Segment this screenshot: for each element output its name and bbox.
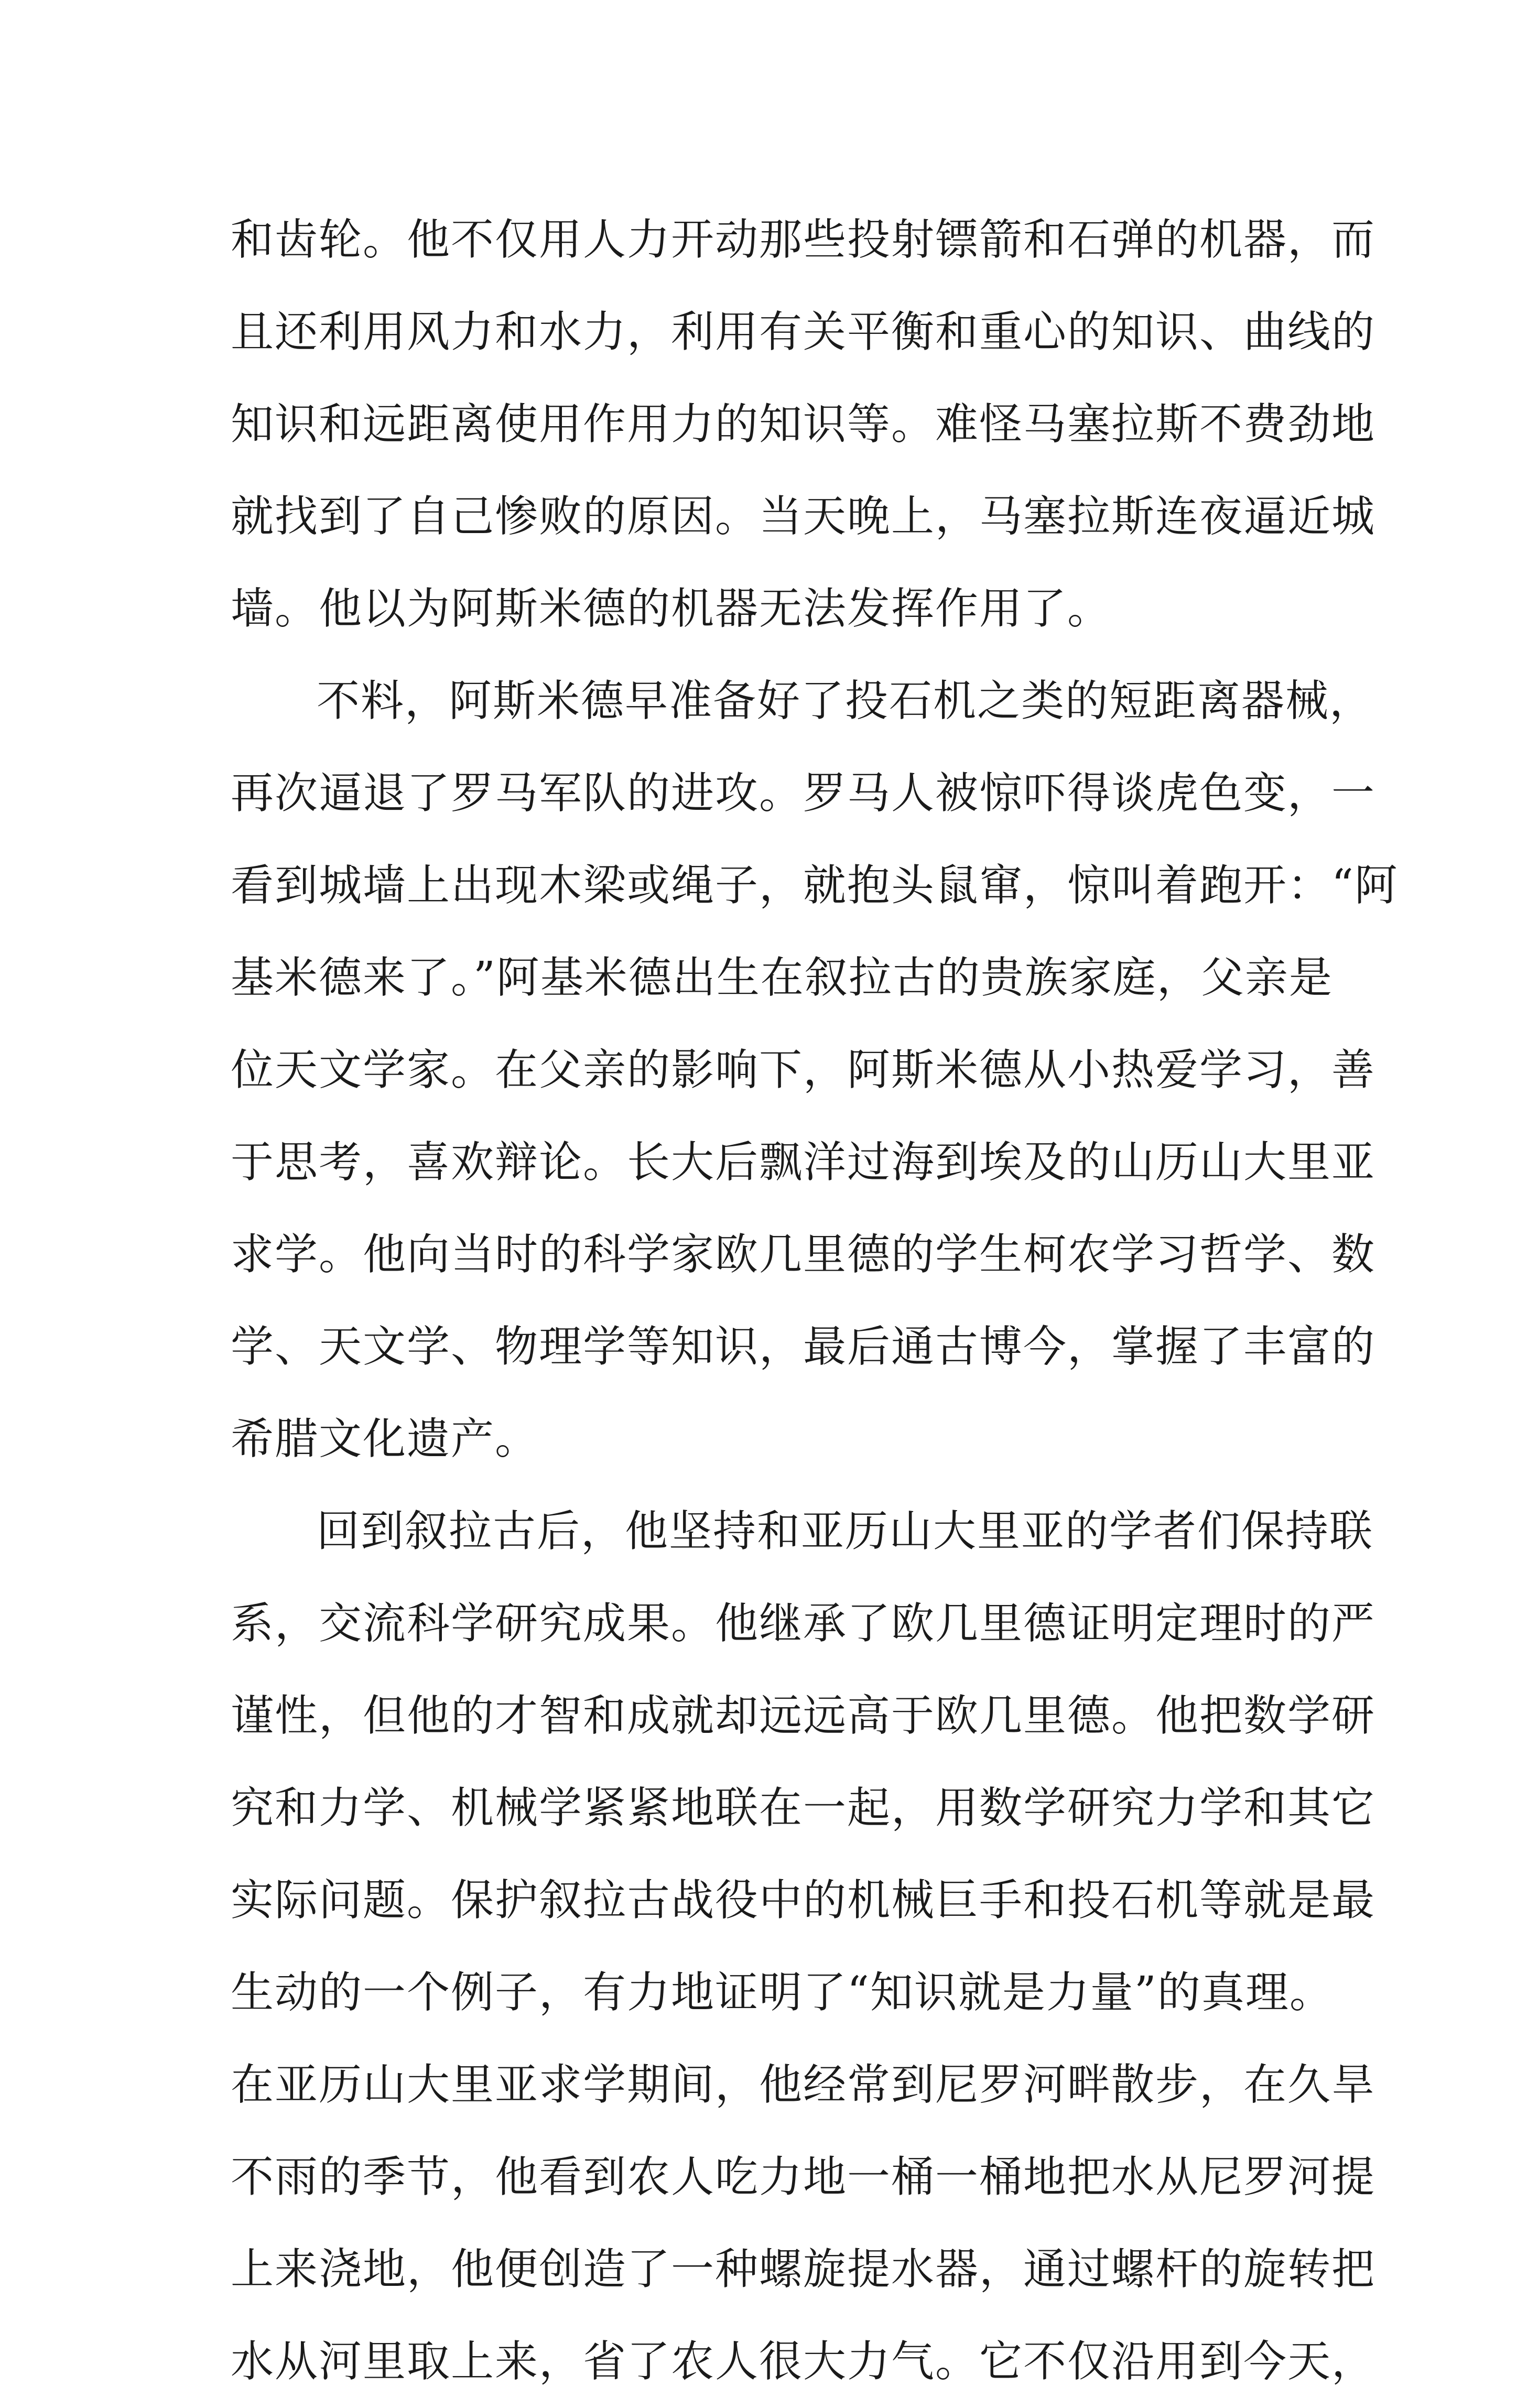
body-text [231, 194, 1399, 2408]
text-line: 学、天文学、物理学等知识，最后通古博今，掌握了丰富的 [231, 1322, 1376, 1372]
text-line: 实际问题。保护叙拉古战役中的机械巨手和投石机等就是最 [231, 1875, 1376, 1925]
paragraph-first-line: 不料，阿斯米德早准备好了投石机之类的短距离器械， [317, 676, 1374, 726]
text-line: 再次逼退了罗马军队的进攻。罗马人被惊吓得谈虎色变，一 [231, 768, 1376, 818]
text-line: 且还利用风力和水力，利用有关平衡和重心的知识、曲线的 [231, 307, 1376, 357]
text-line: 于思考，喜欢辩论。长大后飘洋过海到埃及的山历山大里亚 [231, 1137, 1376, 1187]
text-line: 究和力学、机械学紧紧地联在一起，用数学研究力学和其它 [231, 1783, 1376, 1833]
text-line: 知识和远距离使用作用力的知识等。难怪马塞拉斯不费劲地 [231, 399, 1376, 449]
text-line: 求学。他向当时的科学家欧几里德的学生柯农学习哲学、数 [231, 1230, 1376, 1279]
text-line: 就找到了自己惨败的原因。当天晚上，马塞拉斯连夜逼近城 [231, 492, 1376, 541]
text-line: 基米德来了。”阿基米德出生在叙拉古的贵族家庭，父亲是 [231, 953, 1333, 1003]
text-line: 和齿轮。他不仅用人力开动那些投射镖箭和石弹的机器，而 [231, 215, 1376, 265]
text-line: 不雨的季节，他看到农人吃力地一桶一桶地把水从尼罗河提 [231, 2152, 1376, 2202]
paragraph-first-line: 回到叙拉古后，他坚持和亚历山大里亚的学者们保持联 [317, 1506, 1374, 1556]
text-line: 希腊文化遗产。 [231, 1414, 539, 1464]
text-line: 墙。他以为阿斯米德的机器无法发挥作用了。 [231, 584, 1112, 634]
text-line: 看到城墙上出现木梁或绳子，就抱头鼠窜，惊叫着跑开：“阿 [231, 861, 1399, 910]
text-line: 上来浇地，他便创造了一种螺旋提水器，通过螺杆的旋转把 [231, 2244, 1376, 2294]
text-line: 生动的一个例子，有力地证明了“知识就是力量”的真理。 [231, 1968, 1334, 2017]
text-line: 谨性，但他的才智和成就却远远高于欧几里德。他把数学研 [231, 1691, 1376, 1741]
text-line: 在亚历山大里亚求学期间，他经常到尼罗河畔散步，在久旱 [231, 2060, 1376, 2110]
text-line: 位天文学家。在父亲的影响下，阿斯米德从小热爱学习，善 [231, 1045, 1376, 1095]
text-line: 水从河里取上来，省了农人很大力气。它不仅沿用到今天， [231, 2337, 1376, 2387]
text-line: 系，交流科学研究成果。他继承了欧几里德证明定理时的严 [231, 1599, 1376, 1648]
